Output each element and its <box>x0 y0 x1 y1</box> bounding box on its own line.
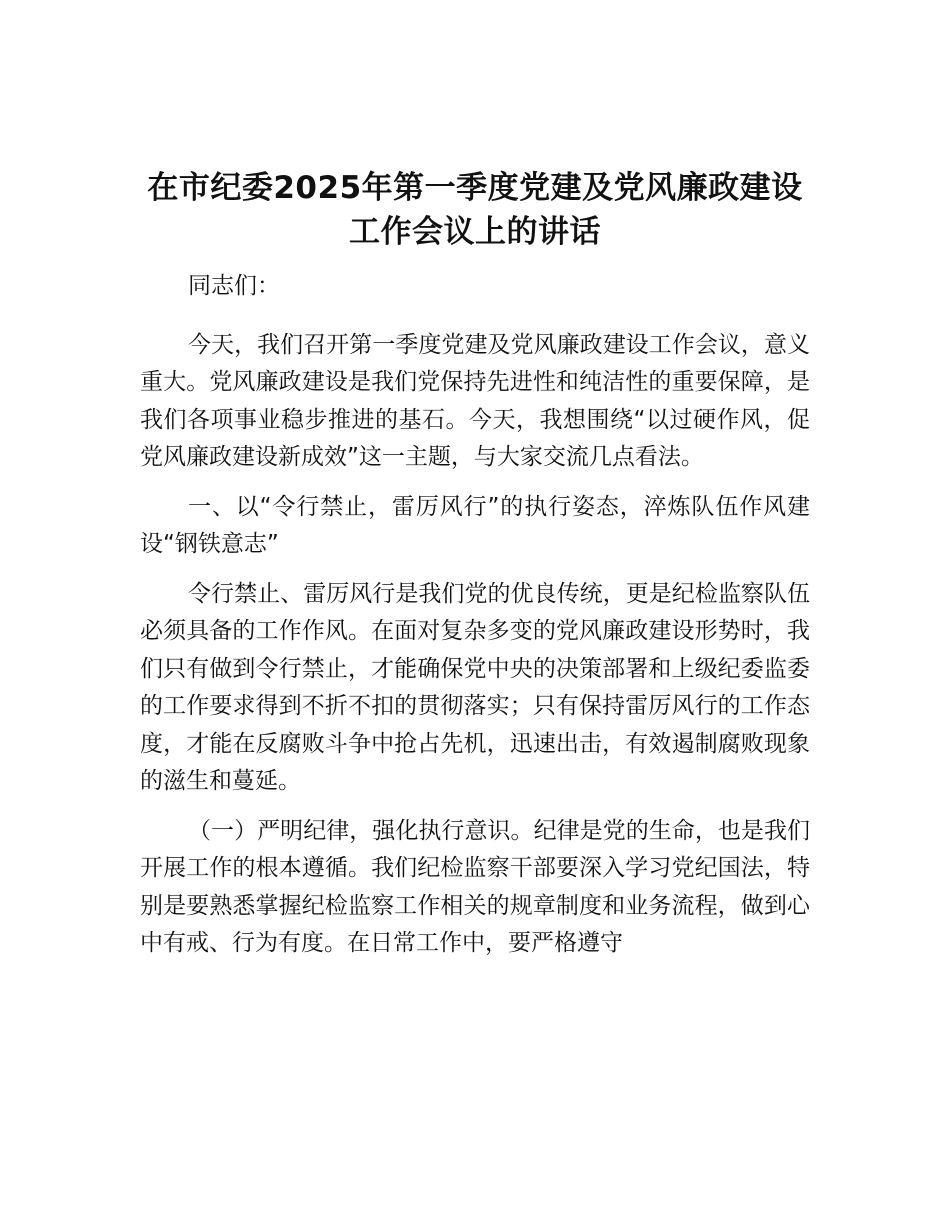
document-body <box>140 268 810 975</box>
paragraph-subsection-1: （一）严明纪律，强化执行意识。纪律是党的生命，也是我们开展工作的根本遵循。我们纪检监察干部要深入学习党纪国法，特别是要熟悉掌握纪检监察工作相关的规章制度和业务流程，做到心中有戒、行为有度。在日常工作中，要严格遵守 <box>140 817 810 956</box>
paragraph-section-1: 令行禁止、雷厉风行是我们党的优良传统，更是纪检监察队伍必须具备的工作作风。在面对复杂多变的党风廉政建设形势时，我们只有做到令行禁止，才能确保党中央的决策部署和上级纪委监委的工作要求得到不折不扣的贯彻落实；只有保持雷厉风行的工作态度，才能在反腐败斗争中抢占先机，迅速出击，有效遏制腐败现象的滋生和蔓延。 <box>140 580 810 794</box>
document-title: 在市纪委2025年第一季度党建及党风廉政建设工作会议上的讲话 <box>147 170 803 250</box>
section-heading-1: 一、以“令行禁止，雷厉风行”的执行姿态，淬炼队伍作风建设“钢铁意志” <box>140 493 810 557</box>
salutation: 同志们： <box>188 273 280 299</box>
paragraph-intro: 今天，我们召开第一季度党建及党风廉政建设工作会议，意义重大。党风廉政建设是我们党保持先进性和纯洁性的重要保障，是我们各项事业稳步推进的基石。今天，我想围绕“以过硬作风，促党风廉政建设新成效”这一主题，与大家交流几点看法。 <box>140 331 810 470</box>
